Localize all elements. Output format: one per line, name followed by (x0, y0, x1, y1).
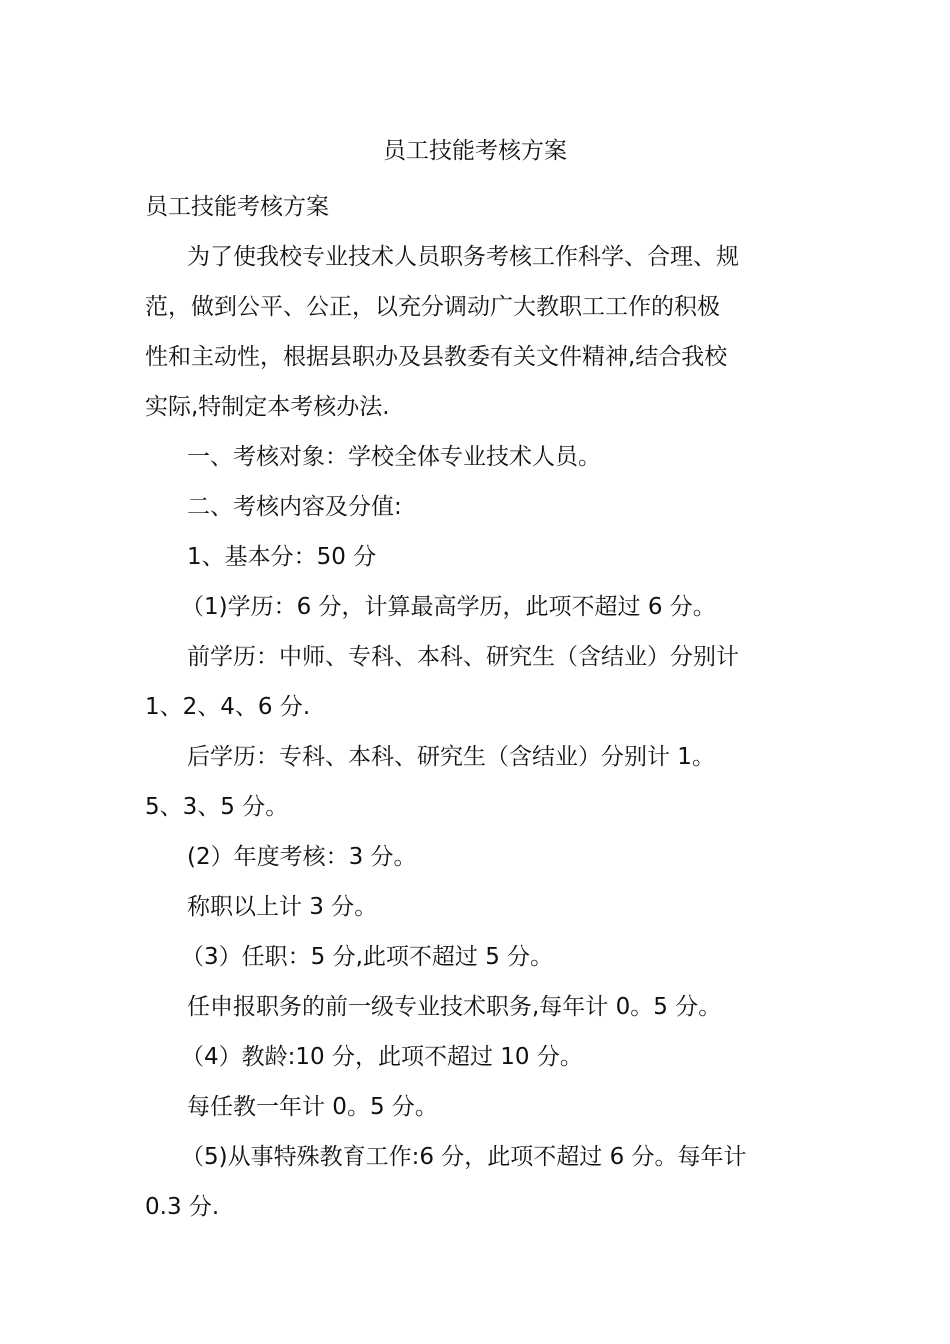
section-assessment-content: 二、考核内容及分值: (187, 494, 402, 520)
paragraph-intro-line-2: 范，做到公平、公正，以充分调动广大教职工工作的积极 (145, 294, 720, 320)
document-body (145, 182, 810, 1232)
document-subtitle: 员工技能考核方案 (145, 194, 329, 220)
paragraph-intro-line-1: 为了使我校专业技术人员职务考核工作科学、合理、规 (187, 244, 739, 270)
item-teaching-years: （4）教龄:10 分，此项不超过 10 分。 (181, 1044, 583, 1070)
document-title: 员工技能考核方案 (383, 138, 567, 164)
post-education-line-2: 5、3、5 分。 (145, 794, 289, 820)
pre-education-line-1: 前学历：中师、专科、本科、研究生（含结业）分别计 (187, 644, 739, 670)
item-tenure-detail: 任申报职务的前一级专业技术职务,每年计 0。5 分。 (187, 994, 722, 1020)
item-annual-assessment: (2）年度考核：3 分。 (187, 844, 417, 870)
section-assessment-target: 一、考核对象：学校全体专业技术人员。 (187, 444, 601, 470)
paragraph-intro-line-3: 性和主动性，根据县职办及县教委有关文件精神,结合我校 (145, 344, 728, 370)
item-special-education-line-2: 0.3 分. (145, 1194, 220, 1220)
pre-education-line-2: 1、2、4、6 分. (145, 694, 311, 720)
item-special-education-line-1: （5)从事特殊教育工作:6 分，此项不超过 6 分。每年计 (181, 1144, 747, 1170)
post-education-line-1: 后学历：专科、本科、研究生（含结业）分别计 1。 (187, 744, 715, 770)
item-education: （1)学历：6 分，计算最高学历，此项不超过 6 分。 (181, 594, 716, 620)
item-annual-assessment-detail: 称职以上计 3 分。 (187, 894, 378, 920)
item-tenure: （3）任职：5 分,此项不超过 5 分。 (181, 944, 554, 970)
item-teaching-years-detail: 每任教一年计 0。5 分。 (187, 1094, 438, 1120)
paragraph-intro-line-4: 实际,特制定本考核办法. (145, 394, 390, 420)
item-basic-score: 1、基本分：50 分 (187, 544, 377, 570)
